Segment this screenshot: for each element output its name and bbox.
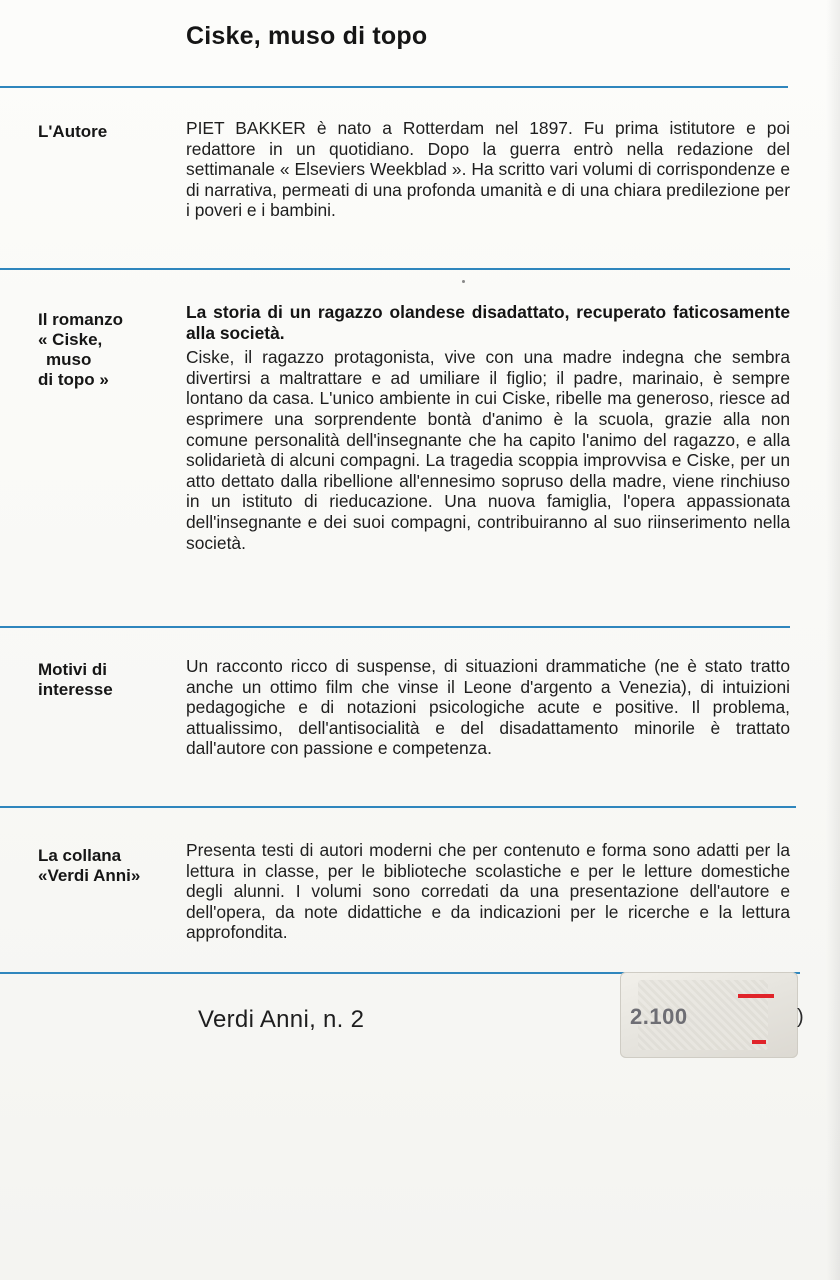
book-title: Ciske, muso di topo [186, 22, 428, 50]
section-body-text: PIET BAKKER è nato a Rotterdam nel 1897. Fu prima istitutore e poi redattore in un quotidiano. Dopo la guerra entrò nella redazione del settimanale « Elseviers Weekblad ». Ha scritto vari volumi di corrispondenze e di narrativa, permeati di una profonda umanità e di una chiara predilezione per i poveri e i bambini. [186, 118, 790, 221]
divider-rule [0, 626, 790, 628]
divider-rule [0, 806, 796, 808]
section-label-line: di topo » [38, 370, 109, 389]
sticker-red-mark [738, 994, 774, 998]
paper-speck [462, 280, 465, 283]
sticker-red-mark [752, 1040, 766, 1044]
section-label-line: interesse [38, 680, 113, 699]
section-body-text: Ciske, il ragazzo protagonista, vive con una madre indegna che sembra divertirsi a maltrattare e ad umiliare il figlio; il padre, marinaio, è sempre lontano da casa. L'unico ambiente in cui Ciske, ribelle ma generoso, riesce ad esprimere una sorprendente bontà d'animo è la scuola, grazie alla non comune personalità dell'insegnante che ha capito l'animo del ragazzo, e alla solidarietà di alcuni compagni. La tragedia scoppia improvvisa e Ciske, per un atto dettato dalla ribellione all'ennesimo sopruso della madre, viene rinchiuso in un istituto di rieducazione. Una nuova famiglia, l'opera appassionata dell'insegnante e dei suoi compagni, contribuiranno al suo riinserimento nella società. [186, 347, 790, 553]
divider-rule [0, 268, 790, 270]
section-label-line: « Ciske, [38, 330, 103, 349]
section-label-line: Il romanzo [38, 310, 124, 329]
section-lead-text: La storia di un ragazzo olandese disadattato, recuperato faticosamente alla società. [186, 302, 790, 343]
section-label-line: L'Autore [38, 122, 108, 141]
closing-paren: ) [797, 1006, 804, 1028]
section-body-text: Un racconto ricco di suspense, di situazioni drammatiche (ne è stato tratto anche un ottimo film che vinse il Leone d'argento a Venezia), di intuizioni pedagogiche e di notazioni psicologiche acute e positive. Il problema, attualissimo, dell'antisocialità e del disadattamento minorile è trattato dall'autore con passione e competenza. [186, 656, 790, 759]
section-label-collana [38, 846, 140, 886]
section-label-motivi [38, 660, 113, 700]
section-body-collana [186, 840, 790, 943]
section-label-line: Motivi di [38, 660, 107, 679]
section-body-romanzo [186, 302, 790, 553]
section-label-autore [38, 122, 107, 142]
section-body-text: Presenta testi di autori moderni che per contenuto e forma sono adatti per la lettura in classe, per le biblioteche scolastiche e per le letture domestiche degli alunni. I volumi sono corredati da una presentazione dell'autore e dell'opera, da note didattiche e da indicazioni per le ricerche e la lettura approfondita. [186, 840, 790, 943]
section-label-line: «Verdi Anni» [38, 866, 141, 885]
price-label: 2.100 [630, 1004, 688, 1029]
divider-rule [0, 86, 788, 88]
series-number: Verdi Anni, n. 2 [198, 1006, 365, 1033]
section-body-motivi [186, 656, 790, 759]
section-label-romanzo [38, 310, 123, 390]
section-label-line: La collana [38, 846, 122, 865]
section-body-autore [186, 118, 790, 221]
section-label-line: muso [46, 350, 92, 369]
page-edge-shadow [826, 0, 840, 1280]
